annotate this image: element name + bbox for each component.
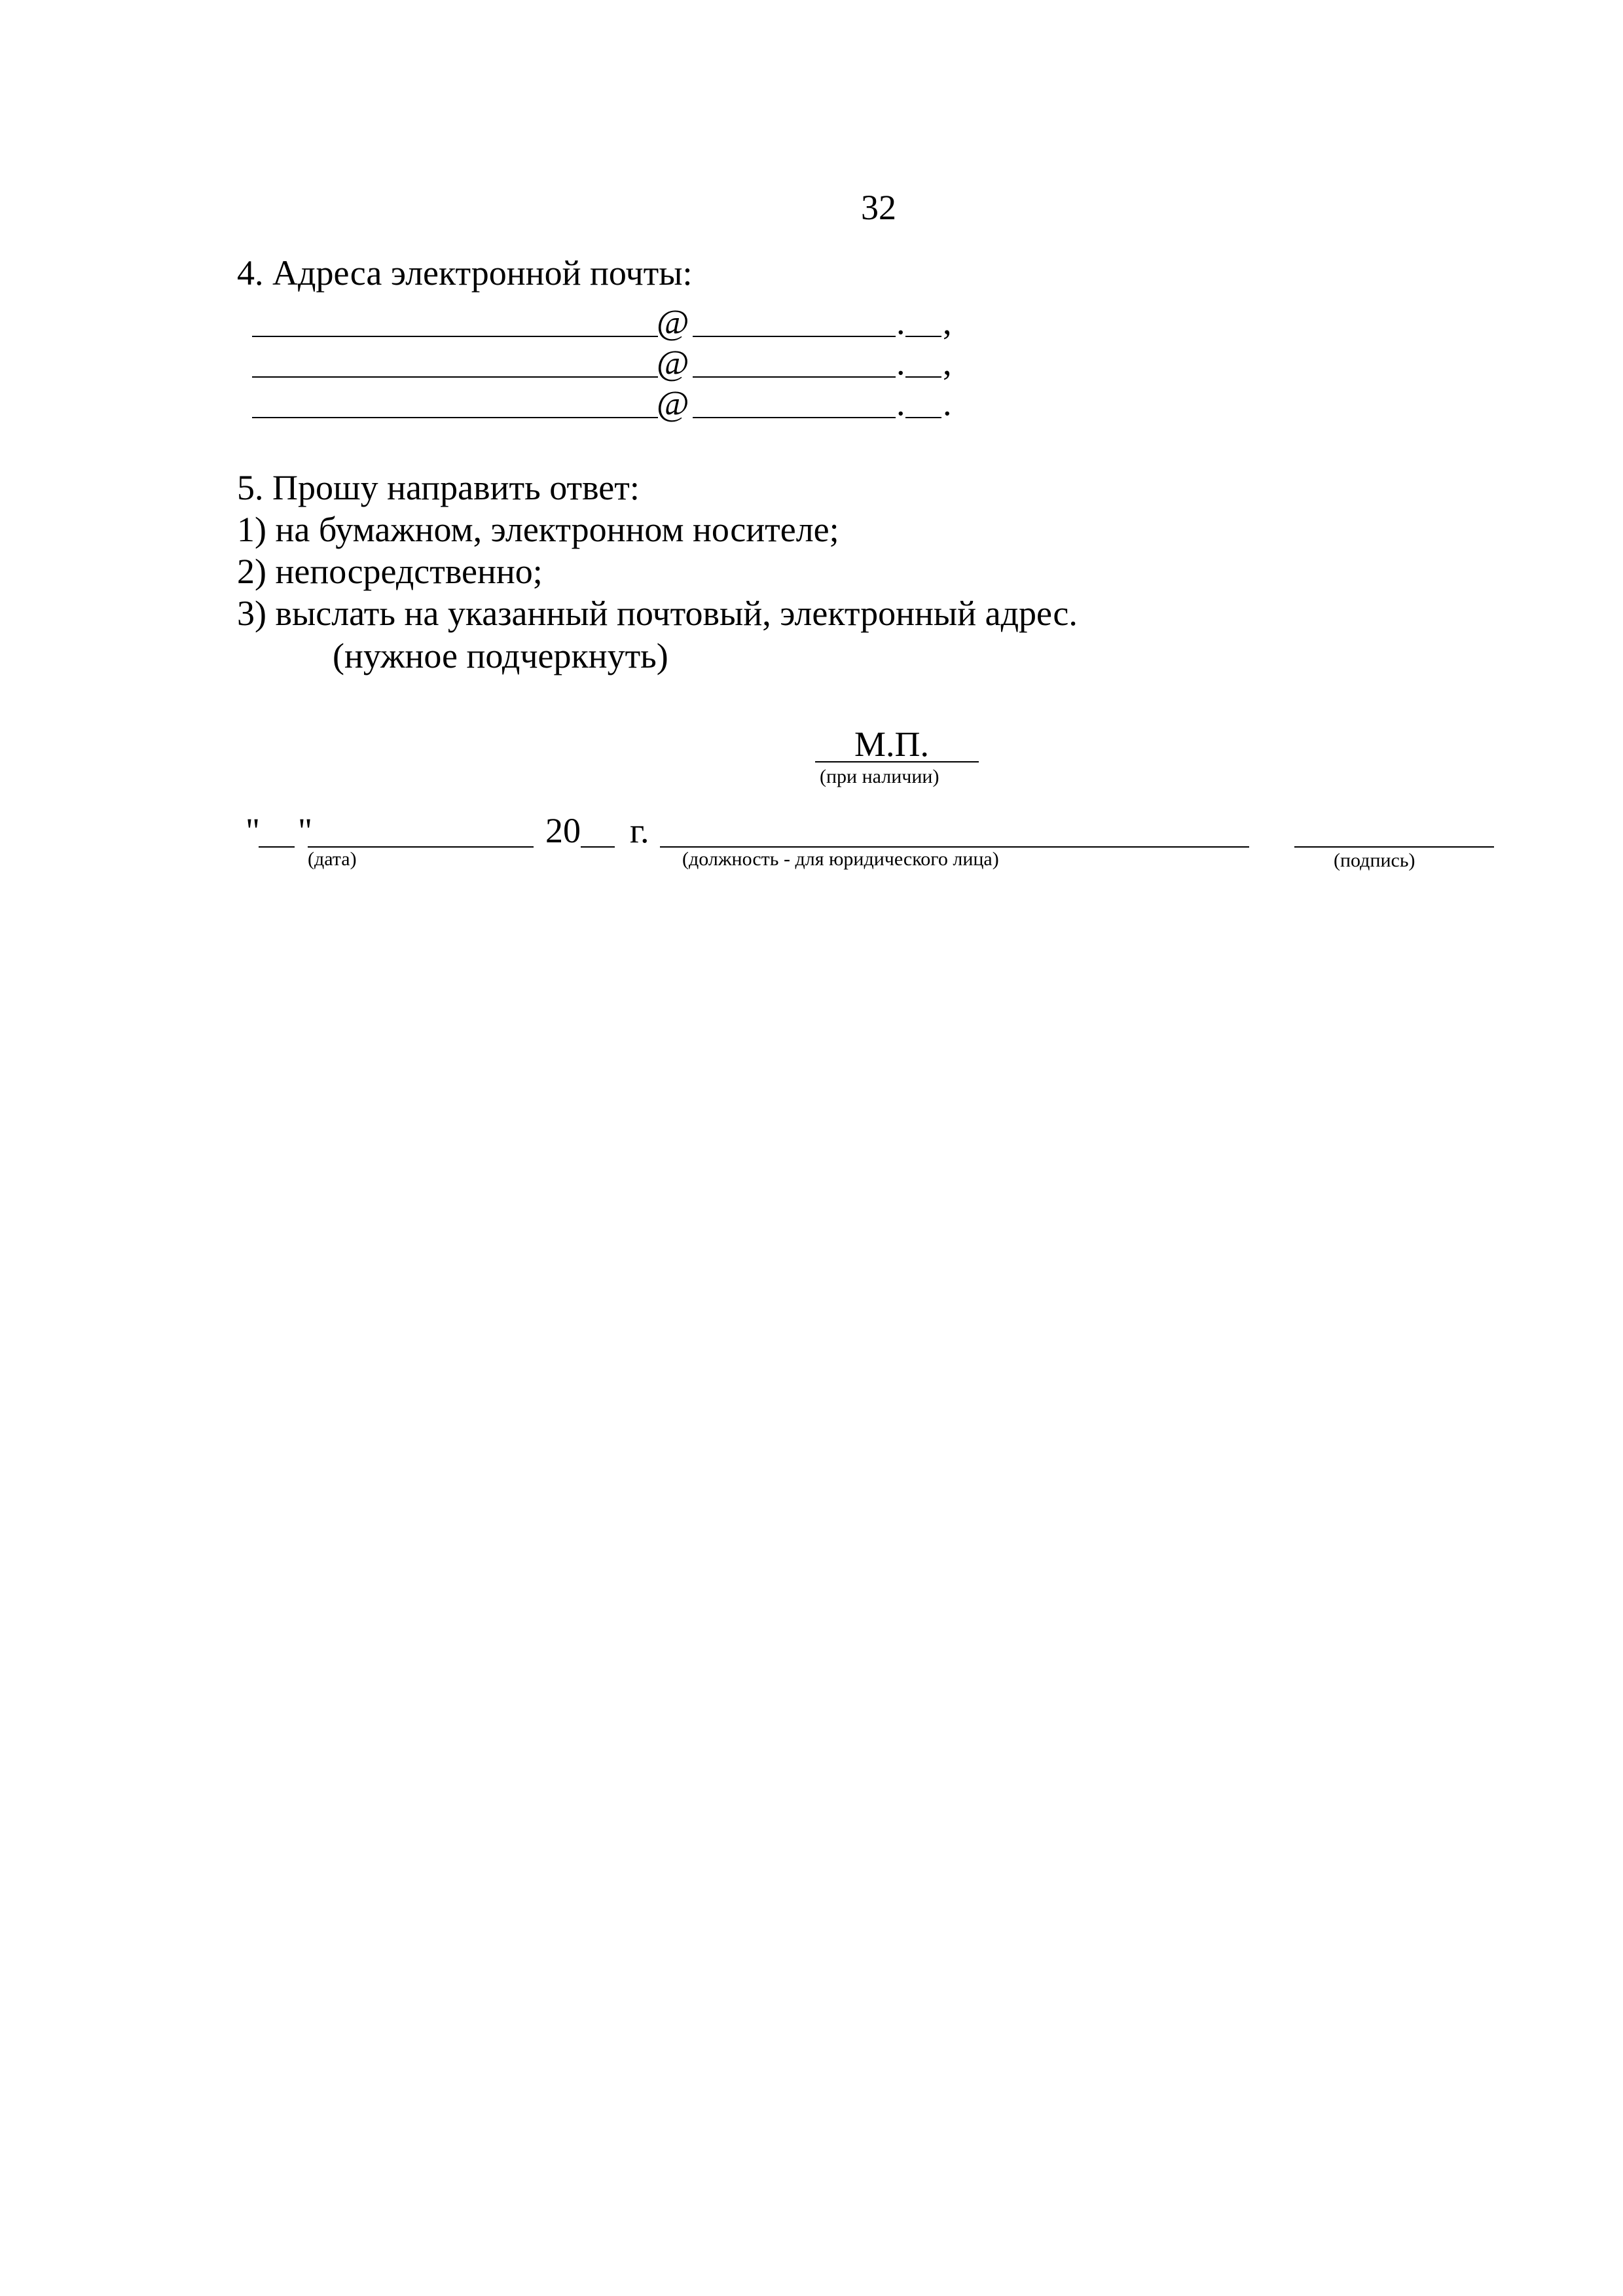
section5-heading: 5. Прошу направить ответ: bbox=[237, 468, 640, 507]
at-sign: @ bbox=[657, 384, 689, 423]
dot: . bbox=[896, 343, 905, 382]
at-sign: @ bbox=[657, 343, 689, 382]
section4-heading: 4. Адреса электронной почты: bbox=[237, 253, 693, 293]
email-domain-field[interactable] bbox=[693, 336, 896, 337]
at-sign: @ bbox=[657, 302, 689, 342]
signature-caption: (подпись) bbox=[1334, 850, 1415, 871]
page-number: 32 bbox=[861, 188, 896, 227]
stamp-underline bbox=[815, 761, 979, 762]
day-field[interactable] bbox=[259, 846, 295, 848]
row-end: . bbox=[943, 384, 952, 423]
position-caption: (должность - для юридического лица) bbox=[682, 848, 999, 870]
month-field[interactable] bbox=[308, 846, 534, 848]
email-domain-field[interactable] bbox=[693, 417, 896, 418]
year-field[interactable] bbox=[581, 846, 615, 848]
position-field[interactable] bbox=[660, 846, 1249, 848]
email-tld-field[interactable] bbox=[905, 376, 941, 378]
year-prefix: 20 bbox=[545, 811, 581, 850]
stamp-caption: (при наличии) bbox=[820, 766, 939, 787]
email-tld-field[interactable] bbox=[905, 417, 941, 418]
answer-option-1: 1) на бумажном, электронном носителе; bbox=[237, 510, 839, 549]
email-user-field[interactable] bbox=[252, 376, 658, 378]
signature-field[interactable] bbox=[1294, 846, 1494, 848]
email-user-field[interactable] bbox=[252, 336, 658, 337]
answer-option-3: 3) выслать на указанный почтовый, электронный адрес. bbox=[237, 594, 1078, 633]
email-domain-field[interactable] bbox=[693, 376, 896, 378]
answer-option-2: 2) непосредственно; bbox=[237, 552, 543, 591]
email-tld-field[interactable] bbox=[905, 336, 941, 337]
row-end: , bbox=[943, 343, 952, 382]
row-end: , bbox=[943, 302, 952, 342]
email-user-field[interactable] bbox=[252, 417, 658, 418]
dot: . bbox=[896, 384, 905, 423]
quote-open: " bbox=[246, 811, 261, 850]
dot: . bbox=[896, 302, 905, 342]
stamp-label: М.П. bbox=[854, 725, 930, 764]
quote-close: " bbox=[298, 811, 313, 850]
year-suffix: г. bbox=[630, 811, 649, 850]
underline-note: (нужное подчеркнуть) bbox=[333, 636, 668, 675]
date-caption: (дата) bbox=[308, 848, 357, 870]
